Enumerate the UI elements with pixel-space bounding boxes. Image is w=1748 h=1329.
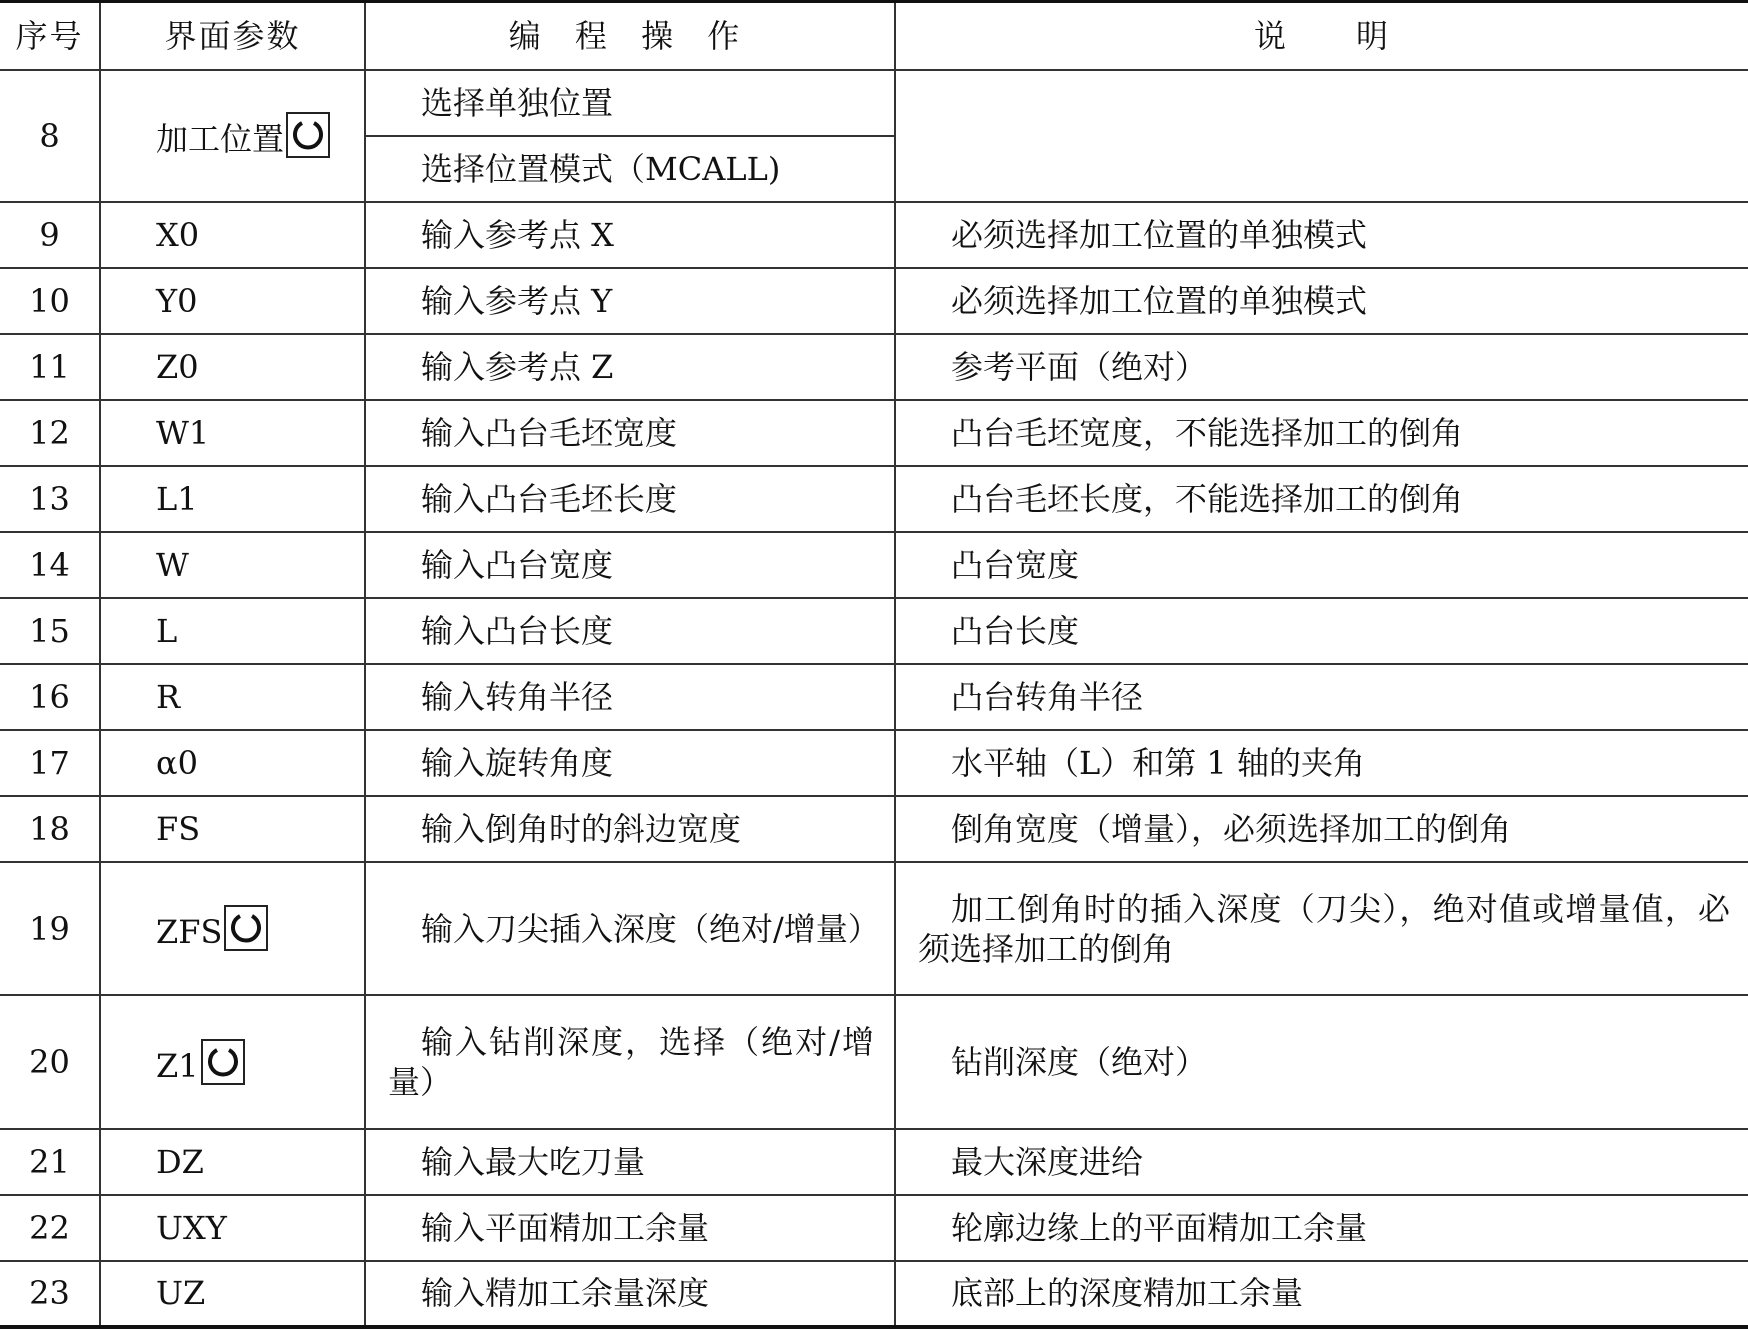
row-number: 21	[0, 1129, 100, 1195]
description-cell: 凸台宽度	[895, 532, 1748, 598]
row-number: 17	[0, 730, 100, 796]
param-cell	[100, 862, 365, 995]
operation-cell: 输入参考点 Z	[365, 334, 895, 400]
row-number: 23	[0, 1261, 100, 1327]
header-description: 说 明	[895, 2, 1748, 70]
table-row	[0, 1129, 1748, 1195]
description-cell: 轮廓边缘上的平面精加工余量	[895, 1195, 1748, 1261]
operation-cell: 输入凸台毛坯长度	[365, 466, 895, 532]
row-number: 12	[0, 400, 100, 466]
table-row	[0, 730, 1748, 796]
table-row	[0, 202, 1748, 268]
row-number: 9	[0, 202, 100, 268]
operation-cell: 输入转角半径	[365, 664, 895, 730]
table-row	[0, 1195, 1748, 1261]
description-cell: 加工倒角时的插入深度（刀尖），绝对值或增量值，必须选择加工的倒角	[895, 862, 1748, 995]
param-label: W	[100, 532, 365, 598]
row-number: 15	[0, 598, 100, 664]
param-label: UZ	[100, 1261, 365, 1327]
description-cell: 必须选择加工位置的单独模式	[895, 202, 1748, 268]
table-row	[0, 334, 1748, 400]
operation-cell: 输入刀尖插入深度（绝对/增量）	[365, 862, 895, 995]
param-cell	[100, 70, 365, 202]
operation-cell: 选择位置模式（MCALL)	[365, 136, 895, 202]
row-number: 13	[0, 466, 100, 532]
table-header-row	[0, 2, 1748, 70]
header-operation: 编 程 操 作	[365, 2, 895, 70]
table-row	[0, 796, 1748, 862]
table-row	[0, 268, 1748, 334]
description-cell: 水平轴（L）和第 1 轴的夹角	[895, 730, 1748, 796]
param-label: R	[100, 664, 365, 730]
param-label: ZFS	[156, 913, 223, 952]
param-label: α0	[100, 730, 365, 796]
operation-cell: 输入精加工余量深度	[365, 1261, 895, 1327]
operation-cell: 输入平面精加工余量	[365, 1195, 895, 1261]
cycle-toggle-icon	[201, 1039, 245, 1085]
operation-cell: 输入凸台宽度	[365, 532, 895, 598]
table-row	[0, 1261, 1748, 1327]
param-label: L1	[100, 466, 365, 532]
param-label: Y0	[100, 268, 365, 334]
param-label: X0	[100, 202, 365, 268]
description-cell	[895, 70, 1748, 202]
row-number: 20	[0, 995, 100, 1128]
param-cell	[100, 995, 365, 1128]
description-cell: 底部上的深度精加工余量	[895, 1261, 1748, 1327]
param-label: Z0	[100, 334, 365, 400]
param-label: W1	[100, 400, 365, 466]
row-number: 18	[0, 796, 100, 862]
operation-cell: 输入参考点 X	[365, 202, 895, 268]
operation-cell: 输入凸台毛坯宽度	[365, 400, 895, 466]
operation-cell: 输入旋转角度	[365, 730, 895, 796]
param-label: UXY	[100, 1195, 365, 1261]
row-number: 19	[0, 862, 100, 995]
description-cell: 凸台长度	[895, 598, 1748, 664]
operation-cell: 输入最大吃刀量	[365, 1129, 895, 1195]
param-label: FS	[100, 796, 365, 862]
param-label: DZ	[100, 1129, 365, 1195]
row-number: 22	[0, 1195, 100, 1261]
description-cell: 钻削深度（绝对）	[895, 995, 1748, 1128]
table-row	[0, 70, 1748, 136]
cycle-toggle-icon	[224, 905, 268, 951]
table-row	[0, 862, 1748, 995]
row-number: 16	[0, 664, 100, 730]
header-seq: 序号	[0, 2, 100, 70]
table-row	[0, 532, 1748, 598]
operation-cell: 选择单独位置	[365, 70, 895, 136]
description-cell: 凸台转角半径	[895, 664, 1748, 730]
table-row	[0, 995, 1748, 1128]
description-cell: 参考平面（绝对）	[895, 334, 1748, 400]
table-row	[0, 664, 1748, 730]
cycle-toggle-icon	[286, 112, 330, 158]
param-label: 加工位置	[156, 120, 285, 159]
table-row	[0, 466, 1748, 532]
description-cell: 倒角宽度（增量），必须选择加工的倒角	[895, 796, 1748, 862]
param-label: L	[100, 598, 365, 664]
operation-cell: 输入钻削深度，选择（绝对/增量）	[365, 995, 895, 1128]
operation-cell: 输入倒角时的斜边宽度	[365, 796, 895, 862]
description-cell: 凸台毛坯宽度，不能选择加工的倒角	[895, 400, 1748, 466]
row-number: 14	[0, 532, 100, 598]
operation-cell: 输入参考点 Y	[365, 268, 895, 334]
description-cell: 凸台毛坯长度，不能选择加工的倒角	[895, 466, 1748, 532]
row-number: 10	[0, 268, 100, 334]
description-cell: 最大深度进给	[895, 1129, 1748, 1195]
description-cell: 必须选择加工位置的单独模式	[895, 268, 1748, 334]
param-label: Z1	[156, 1046, 199, 1085]
operation-cell: 输入凸台长度	[365, 598, 895, 664]
row-number: 11	[0, 334, 100, 400]
row-number: 8	[0, 70, 100, 202]
table-row	[0, 598, 1748, 664]
header-param: 界面参数	[100, 2, 365, 70]
table-row	[0, 400, 1748, 466]
